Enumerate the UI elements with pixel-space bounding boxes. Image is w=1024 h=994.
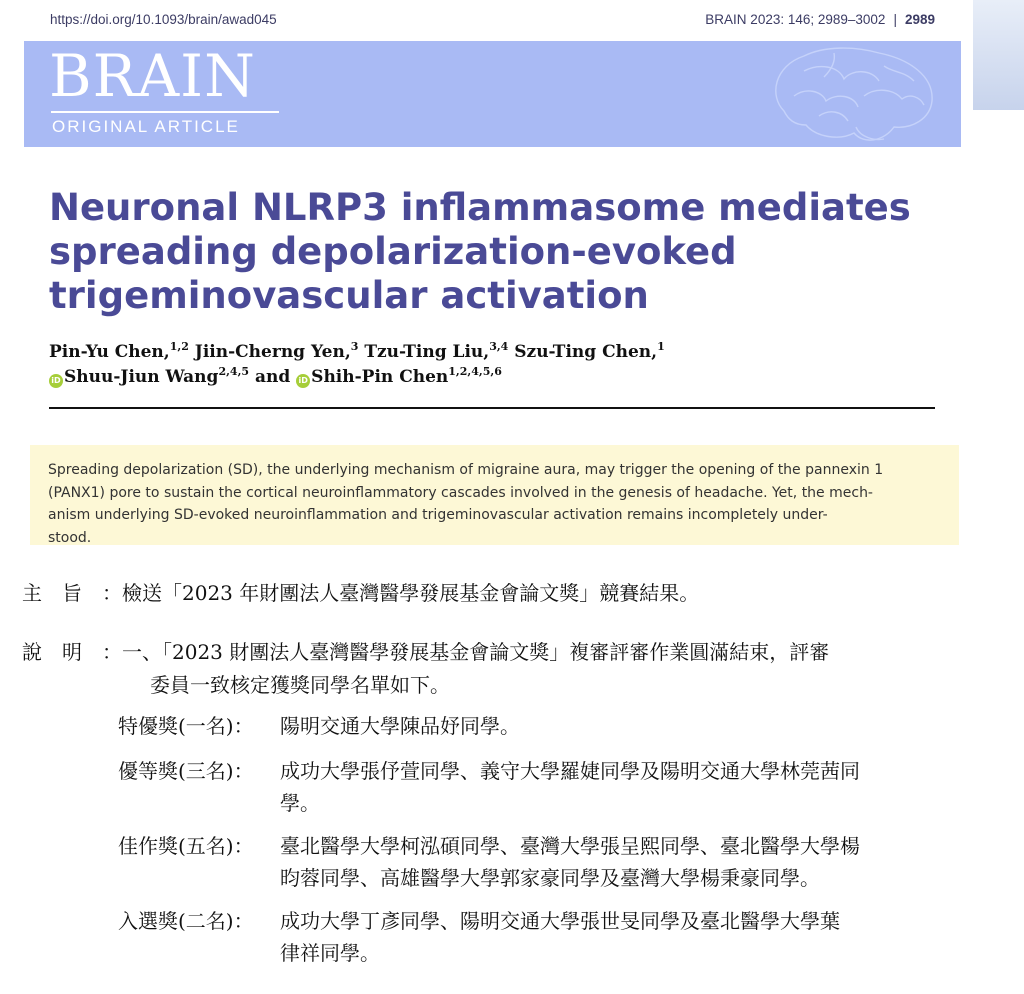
citation-text: BRAIN 2023: 146; 2989–3002 [705,12,886,27]
orcid-icon[interactable]: iD [296,374,310,388]
subject-label: 主旨 [22,581,102,605]
award-label: 特優獎(一名)： [118,714,254,738]
award-label: 佳作獎(五名)： [118,834,254,858]
notice-explain [22,637,829,667]
award-text: 陽明交通大學陳品妤同學。 [280,714,520,738]
award-text: 成功大學丁彥同學、陽明交通大學張世旻同學及臺北醫學大學葉 [280,909,840,933]
brain-illustration-icon [744,41,961,147]
doi-link[interactable]: https://doi.org/10.1093/brain/awad045 [50,12,277,27]
author-name[interactable]: Jiin-Cherng Yen, [194,342,351,362]
author-affiliation: 3 [350,340,359,353]
author-list [49,340,949,390]
abstract-line: anism underlying SD-evoked neuroinflammation and trigeminovascular activation remains incompletely under- [48,507,828,523]
title-line: trigeminovascular activation [49,274,649,317]
abstract-box [30,445,959,545]
author-affiliation: 1,2,4,5,6 [448,365,502,378]
notice-subject [22,578,699,608]
award-text: 昀蓉同學、高雄醫學大學郭家豪同學及臺灣大學楊秉豪同學。 [280,866,820,890]
author-line [49,365,949,390]
author-affiliation: 3,4 [489,340,509,353]
author-name[interactable]: Pin-Yu Chen, [49,342,170,362]
banner-rule [51,111,279,113]
author-name[interactable]: Szu-Ting Chen, [514,342,658,362]
award-text: 臺北醫學大學柯泓碩同學、臺灣大學張呈熙同學、臺北醫學大學楊 [280,834,860,858]
award-label: 優等獎(三名)： [118,759,254,783]
article-type: ORIGINAL ARTICLE [52,117,240,136]
citation-separator: | [893,12,897,27]
award-label: 入選獎(二名)： [118,909,254,933]
author-name[interactable]: Shuu-Jiun Wang [64,367,219,387]
author-name[interactable]: Shih-Pin Chen [311,367,449,387]
abstract-line: Spreading depolarization (SD), the underlying mechanism of migraine aura, may trigger the opening of the pannexin 1 [48,462,884,478]
explain-line: 委員一致核定獲獎同學名單如下。 [150,673,450,697]
author-conjunction: and [254,367,291,387]
explain-line: ：一、「2023 財團法人臺灣醫學發展基金會論文獎」複審評審作業圓滿結束，評審 [102,640,830,664]
explain-label: 說明 [22,640,102,664]
subject-text: ：檢送「2023 年財團法人臺灣醫學發展基金會論文獎」競賽結果。 [102,581,700,605]
author-line [49,340,949,365]
side-thumbnail-tab [973,0,1024,110]
journal-logo: BRAIN [49,42,256,110]
title-line: Neuronal NLRP3 inflammasome mediates [49,186,911,229]
orcid-icon[interactable]: iD [49,374,63,388]
award-text: 律祥同學。 [280,941,380,965]
author-affiliation: 1,2 [169,340,189,353]
abstract-line: (PANX1) pore to sustain the cortical neuroinflammatory cascades involved in the genesis of headache. Yet, the mech- [48,484,873,501]
page-number: 2989 [904,12,935,27]
author-affiliation: 1 [657,340,665,353]
award-text: 成功大學張伃萱同學、義守大學羅婕同學及陽明交通大學林莞茜同 [280,759,860,783]
article-title [49,186,949,318]
title-line: spreading depolarization-evoked [49,230,737,273]
award-text: 學。 [280,791,320,815]
abstract-line: stood. [48,529,92,546]
title-divider [49,407,935,409]
author-affiliation: 2,4,5 [218,365,250,378]
citation [705,12,935,27]
author-name[interactable]: Tzu-Ting Liu, [364,342,490,362]
journal-banner [24,41,961,147]
